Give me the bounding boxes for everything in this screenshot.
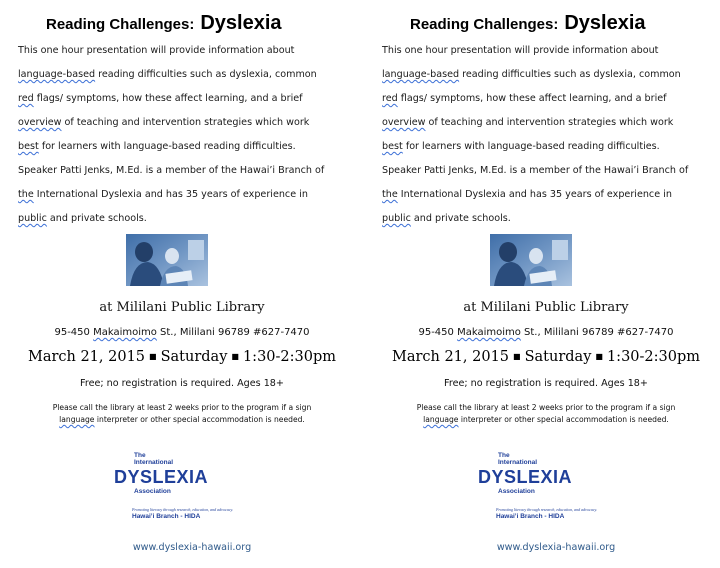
- accommodation-note-line1: Please call the library at least 2 weeks prior to the program if a sign: [416, 403, 676, 412]
- event-time: 1:30-2:30pm: [242, 349, 337, 365]
- website-link[interactable]: www.dyslexia-hawaii.org: [132, 542, 252, 553]
- paragraph-line: language-based reading difficulties such as dyslexia, common: [382, 69, 681, 80]
- title-main: Dyslexia: [564, 12, 646, 34]
- paragraph-line: public and private schools.: [382, 213, 511, 224]
- reading-photo: [126, 234, 208, 286]
- paragraph-line: best for learners with language-based reading difficulties.: [382, 141, 660, 152]
- separator: ■: [513, 352, 521, 361]
- venue: at Mililani Public Library: [463, 300, 629, 315]
- address: 95-450 Makaimoimo St., Mililani 96789 #627-7470: [418, 327, 674, 338]
- reading-photo: [490, 234, 572, 286]
- event-day: Saturday: [524, 349, 592, 365]
- flyer-title: [46, 12, 282, 35]
- event-date-time: [366, 349, 720, 365]
- paragraph-line: Speaker Patti Jenks, M.Ed. is a member of the Hawai’i Branch of: [382, 165, 689, 176]
- title-main: Dyslexia: [200, 12, 282, 34]
- event-day: Saturday: [160, 349, 228, 365]
- logo-branch: Hawai’i Branch - HIDA: [496, 513, 565, 520]
- logo-branch: Hawai’i Branch - HIDA: [132, 513, 201, 520]
- logo-wordmark: DYSLEXIA: [478, 467, 573, 487]
- paragraph-line: best for learners with language-based reading difficulties.: [18, 141, 296, 152]
- ida-logo: The International DYSLEXIA Association Promoting literacy through research, education, and advocacy. Hawai’i Branch - HIDA: [478, 452, 598, 520]
- flyer-right: [366, 0, 720, 568]
- flyer-title: [410, 12, 646, 35]
- accommodation-note-line1: Please call the library at least 2 weeks prior to the program if a sign: [52, 403, 312, 412]
- flyer-left: [2, 0, 362, 568]
- paragraph-line: This one hour presentation will provide information about: [18, 45, 295, 56]
- event-date: March 21, 2015: [391, 349, 510, 365]
- title-prefix: Reading Challenges:: [46, 16, 195, 33]
- separator: ■: [231, 352, 239, 361]
- event-date-time: [2, 349, 362, 365]
- venue: at Mililani Public Library: [99, 300, 265, 315]
- paragraph-line: the International Dyslexia and has 35 years of experience in: [382, 189, 672, 200]
- logo-tagline: Promoting literacy through research, education, and advocacy.: [496, 507, 598, 512]
- paragraph-line: This one hour presentation will provide information about: [382, 45, 659, 56]
- paragraph-line: Speaker Patti Jenks, M.Ed. is a member of the Hawai’i Branch of: [18, 165, 325, 176]
- paragraph-line: overview of teaching and intervention strategies which work: [18, 117, 310, 128]
- address: 95-450 Makaimoimo St., Mililani 96789 #627-7470: [54, 327, 310, 338]
- logo-wordmark: DYSLEXIA: [114, 467, 209, 487]
- paragraph-line: overview of teaching and intervention strategies which work: [382, 117, 674, 128]
- event-date: March 21, 2015: [27, 349, 146, 365]
- separator: ■: [149, 352, 157, 361]
- title-prefix: Reading Challenges:: [410, 16, 559, 33]
- paragraph-line: public and private schools.: [18, 213, 147, 224]
- ida-logo: The International DYSLEXIA Association Promoting literacy through research, education, and advocacy. Hawai’i Branch - HIDA: [114, 452, 234, 520]
- free-notice: Free; no registration is required. Ages 18+: [444, 378, 648, 389]
- separator: ■: [595, 352, 603, 361]
- event-time: 1:30-2:30pm: [606, 349, 701, 365]
- paragraph-line: red flags/ symptoms, how these affect learning, and a brief: [18, 93, 303, 104]
- logo-tagline: Promoting literacy through research, education, and advocacy.: [132, 507, 234, 512]
- accommodation-note-line2: language interpreter or other special accommodation is needed.: [59, 415, 305, 424]
- free-notice: Free; no registration is required. Ages 18+: [80, 378, 284, 389]
- paragraph-line: language-based reading difficulties such as dyslexia, common: [18, 69, 317, 80]
- paragraph-line: the International Dyslexia and has 35 years of experience in: [18, 189, 308, 200]
- paragraph-line: red flags/ symptoms, how these affect learning, and a brief: [382, 93, 667, 104]
- website-link[interactable]: www.dyslexia-hawaii.org: [496, 542, 616, 553]
- accommodation-note-line2: language interpreter or other special accommodation is needed.: [423, 415, 669, 424]
